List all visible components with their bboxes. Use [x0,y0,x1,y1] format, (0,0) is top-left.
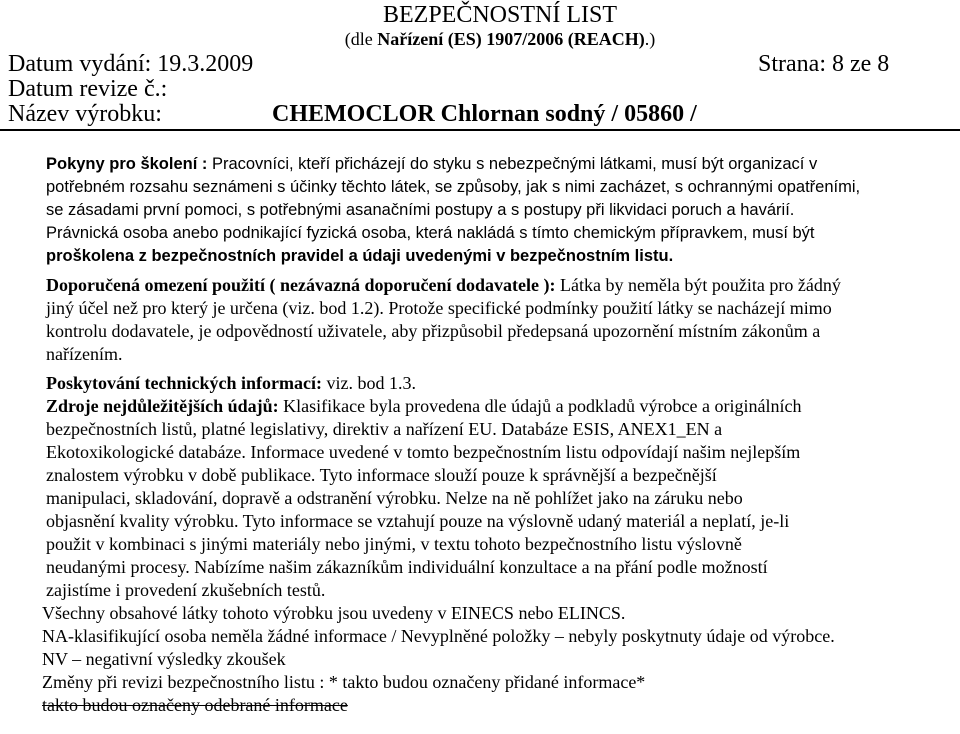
page-of: ze [843,51,878,77]
regulation-prefix: (dle [344,29,378,49]
tech-heading: Poskytování technických informací: [46,373,322,393]
training-text-1: Pracovníci, kteří přicházejí do styku s nebezpečnými látkami, musí být organizací v [207,155,818,173]
sources-line-3: Ekotoxikologické databáze. Informace uvedené v tomto bezpečnostním listu odpovídají našim nejlepším [46,442,801,462]
einecs-note: Všechny obsahové látky tohoto výrobku jsou uvedeny v EINECS nebo ELINCS. [42,603,626,623]
training-line-3: se zásadami první pomoci, s potřebnými asanačními postupy a s postupy při likvidaci poruch a havárií. [46,201,795,219]
sources-line-9: zajistíme i provedení zkušebních testů. [46,580,326,600]
page-number [758,50,889,78]
sources-line-8: neudanými procesy. Nabízíme našim zákazníkům individuální konzultace a na přání podle možností [46,557,768,577]
issue-date: Datum vydání: 19.3.2009 [8,51,254,77]
sources-line-5: manipulaci, skladování, dopravě a odstranění výrobku. Nelze na ně pohlížet jako na záruku nebo [46,488,743,508]
removed-note [42,694,956,717]
nv-note: NV – negativní výsledky zkoušek [42,649,286,669]
document-title: BEZPEČNOSTNÍ LIST [383,2,617,28]
legal-text-2: proškolena z bezpečnostních pravidel a údaji uvedenými v bezpečnostním listu. [46,247,674,265]
product-label: Název výrobku: [8,101,162,127]
regulation-name: Nařízení (ES) 1907/2006 (REACH) [377,29,645,49]
sources-line-6: objasnění kvality výrobku. Tyto informace se vztahují pouze na výslovně udaný materiál a neplatí, je-li [46,511,790,531]
changes-note: Změny při revizi bezpečnostního listu : * takto budou označeny přidané informace* [42,672,646,692]
header-divider [0,129,960,131]
product-name: CHEMOCLOR Chlornan sodný / 05860 / [272,101,697,127]
removed-note-text: takto budou označeny odebrané informace [42,695,348,715]
sources-line-2: bezpečnostních listů, platné legislativy, direktiv a nařízení EU. Databáze ESIS, ANEX1_EN a [46,419,723,439]
sources-line-1 [46,395,956,418]
restrictions-line-3: kontrolu dodavatele, je odpovědností uživatele, aby přizpůsobil předepsaná upozornění místním zákonům a [46,321,821,341]
tech-value: viz. bod 1.3. [322,373,416,393]
sources-text-1: Klasifikace byla provedena dle údajů a podkladů výrobce a originálních [278,396,802,416]
restrictions-text-1: Látka by neměla být použita pro žádný [555,275,841,295]
revision-date: Datum revize č.: [8,76,168,102]
restrictions-line-4: nařízením. [46,344,123,364]
restrictions-line-1 [46,274,956,297]
legal-line-1: Právnická osoba anebo podnikající fyzická osoba, která nakládá s tímto chemickým přípravkem, musí být [46,224,815,242]
sources-heading: Zdroje nejdůležitějších údajů: [46,396,279,416]
page-label: Strana: 8 [758,51,844,77]
training-line-2: potřebném rozsahu seznámeni s účinky těchto látek, se způsoby, jak s nimi zacházet, s ochrannými opatřeními, [46,178,861,196]
training-line-1 [46,153,956,176]
restrictions-heading: Doporučená omezení použití ( nezávazná doporučení dodavatele ): [46,275,556,295]
na-note: NA-klasifikující osoba neměla žádné informace / Nevyplněné položky – nebyly poskytnuty údaje od výrobce. [42,626,835,646]
tech-info-line [46,372,956,395]
document-body [42,153,956,717]
restrictions-line-2: jiný účel než pro který je určena (viz. bod 1.2). Protože specifické podmínky použití látky se nacházejí mimo [46,298,832,318]
training-heading: Pokyny pro školení : [46,155,208,173]
sources-line-7: použit v kombinaci s jinými materiály nebo jinými, v textu tohoto bezpečnostního listu výslovně [46,534,742,554]
legal-line-2 [46,245,956,268]
regulation-reference [0,28,960,50]
regulation-suffix: .) [644,29,656,49]
sources-line-4: znalostem výrobku v době publikace. Tyto informace slouží pouze k správnější a bezpečnější [46,465,717,485]
page-total: 8 [877,51,890,77]
